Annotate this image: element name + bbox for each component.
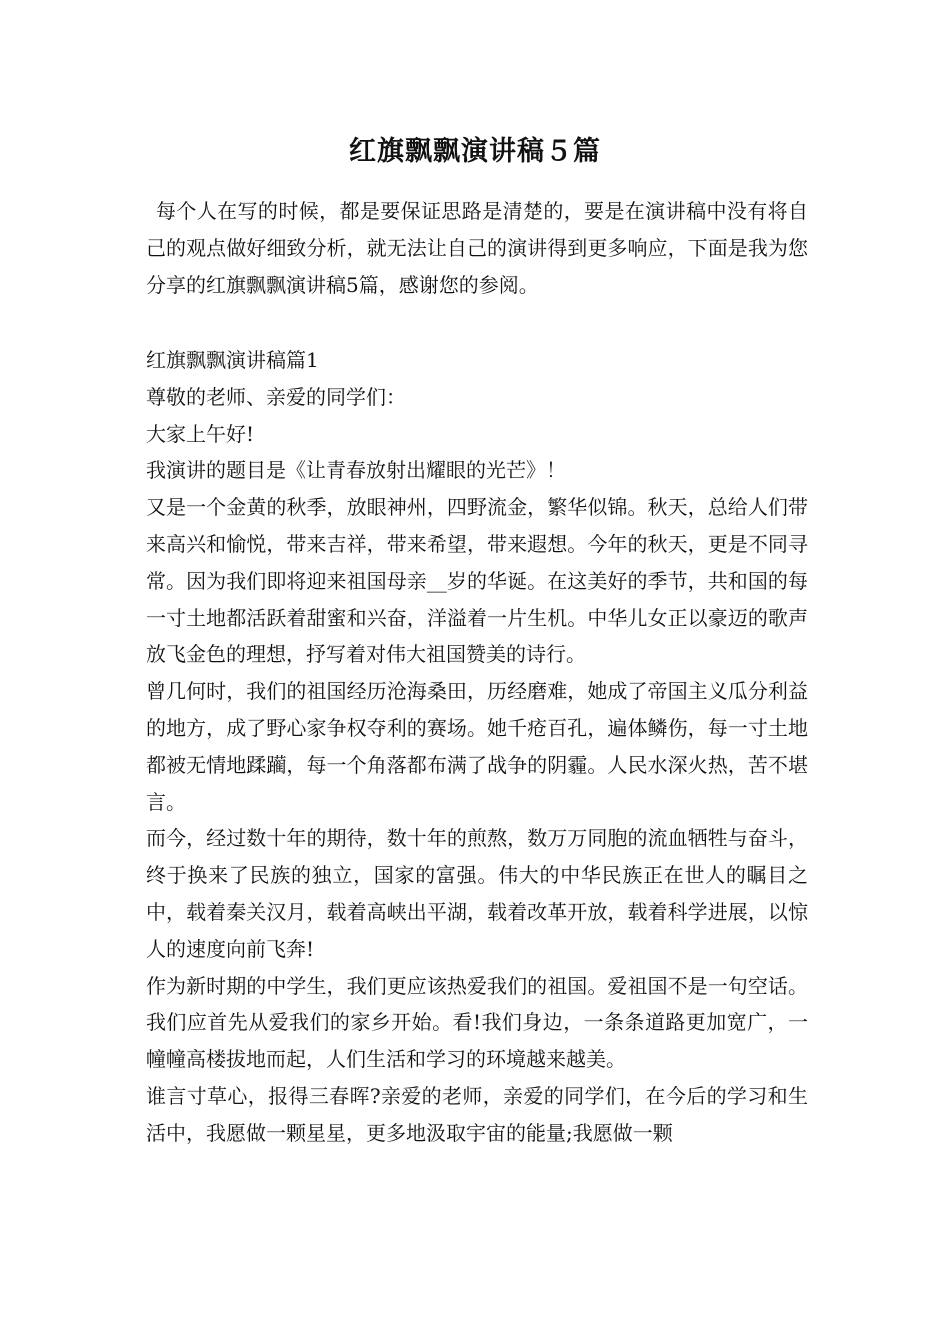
body-paragraph: 谁言寸草心，报得三春晖?亲爱的老师，亲爱的同学们，在今后的学习和生活中，我愿做一颗星星，更多地汲取宇宙的能量;我愿做一颗 [146, 1083, 808, 1145]
body-paragraph: 而今，经过数十年的期待，数十年的煎熬，数万万同胞的流血牺牲与奋斗，终于换来了民族的独立，国家的富强。伟大的中华民族正在世人的瞩目之中，载着秦关汉月，载着高峡出平湖，载着改革开放，载着科学进展，以惊人的速度向前飞奔! [146, 826, 808, 961]
body-paragraph: 曾几何时，我们的祖国经历沧海桑田，历经磨难，她成了帝国主义瓜分利益的地方，成了野心家争权夺利的赛场。她千疮百孔，遍体鳞伤，每一寸土地都被无情地蹂躏，每一个角落都布满了战争的阴霾。人民水深火热，苦不堪言。 [146, 679, 808, 814]
speech-topic: 我演讲的题目是《让青春放射出耀眼的光芒》！ [146, 458, 566, 483]
body-paragraph: 作为新时期的中学生，我们更应该热爱我们的祖国。爱祖国不是一句空话。我们应首先从爱我们的家乡开始。看!我们身边，一条条道路更加宽广，一幢幢高楼拔地而起，人们生活和学习的环境越来越美。 [146, 973, 808, 1072]
intro-paragraph: 每个人在写的时候，都是要保证思路是清楚的，要是在演讲稿中没有将自己的观点做好细致分析，就无法让自己的演讲得到更多响应，下面是我为您分享的红旗飘飘演讲稿5篇，感谢您的参阅。 [146, 199, 808, 297]
salutation: 尊敬的老师、亲爱的同学们： [146, 384, 406, 409]
document-title: 红旗飘飘演讲稿５篇 [349, 136, 601, 167]
section-heading: 红旗飘飘演讲稿篇1 [146, 348, 319, 372]
document-body [146, 342, 808, 1152]
body-paragraph: 又是一个金黄的秋季，放眼神州，四野流金，繁华似锦。秋天，总给人们带来高兴和愉悦，带来吉祥，带来希望，带来遐想。今年的秋天，更是不同寻常。因为我们即将迎来祖国母亲__岁的华诞。在这美好的季节，共和国的每一寸土地都活跃着甜蜜和兴奋，洋溢着一片生机。中华儿女正以豪迈的歌声放飞金色的理想，抒写着对伟大祖国赞美的诗行。 [146, 495, 808, 667]
greeting: 大家上午好! [146, 421, 255, 446]
